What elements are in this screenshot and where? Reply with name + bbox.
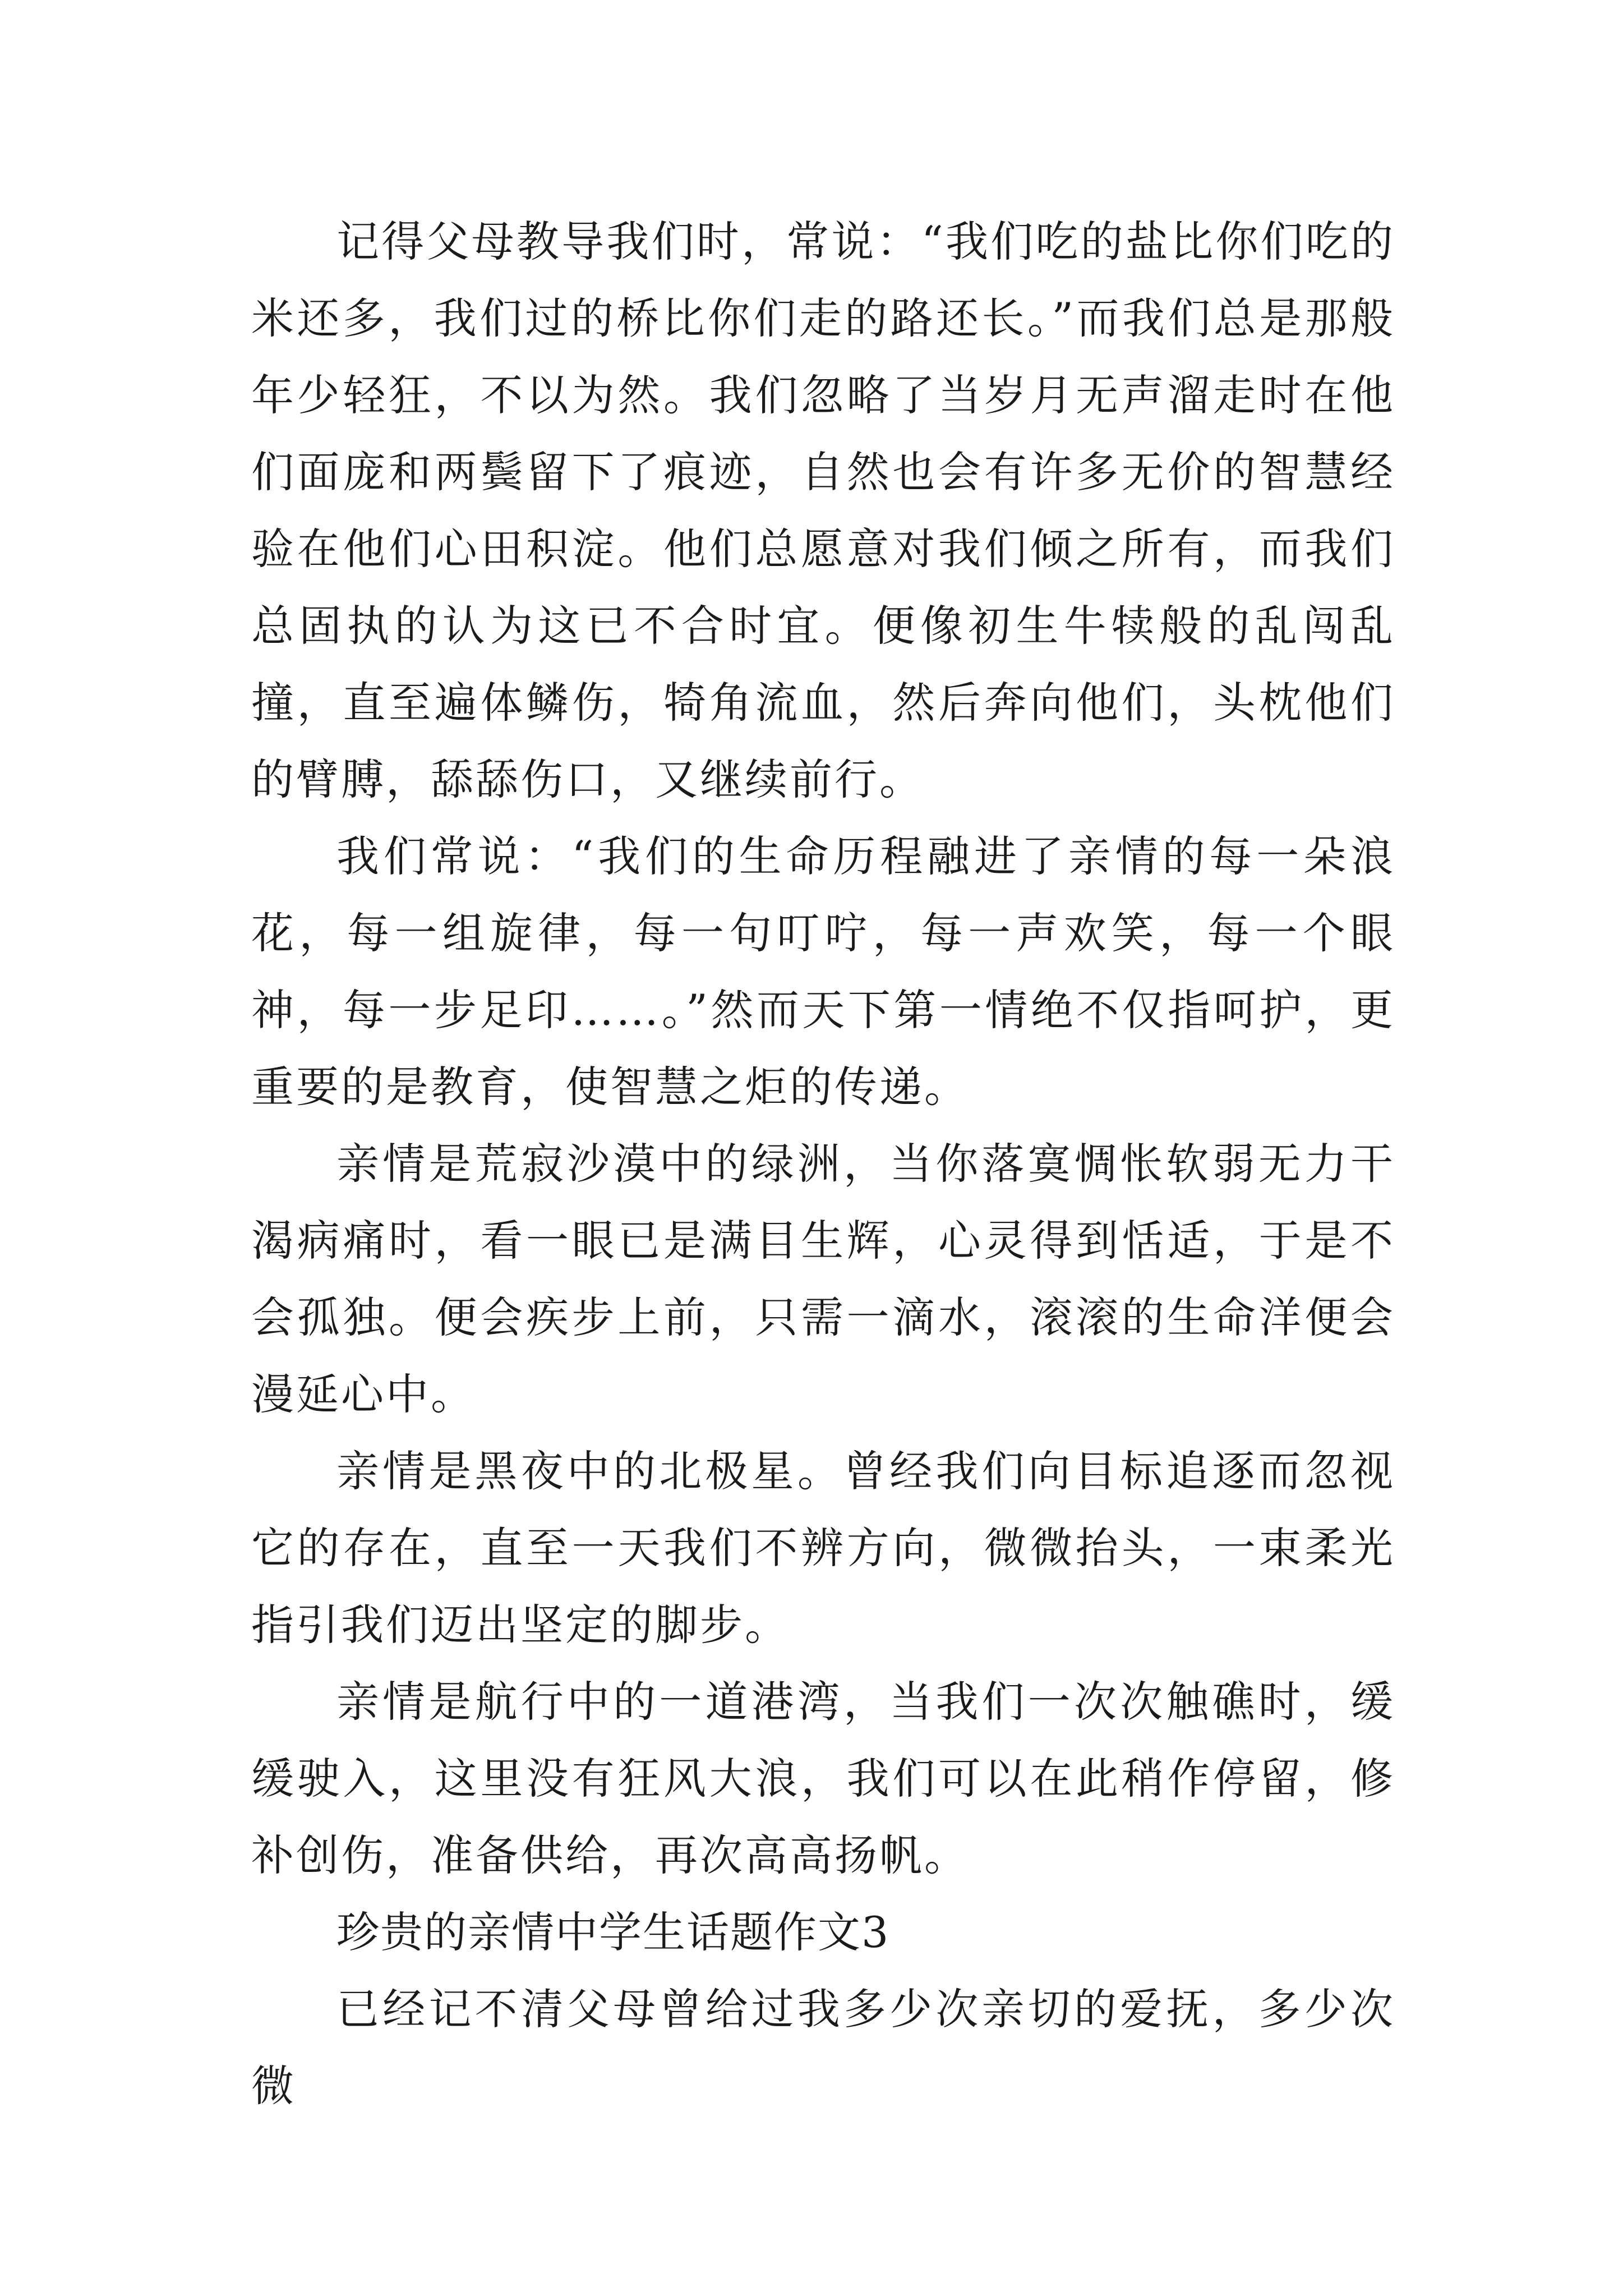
paragraph-4: 亲情是黑夜中的北极星。曾经我们向目标追逐而忽视它的存在，直至一天我们不辨方向，微微抬头，一束柔光指引我们迈出坚定的脚步。 [251, 1446, 1395, 1650]
paragraph-3: 亲情是荒寂沙漠中的绿洲，当你落寞惆怅软弱无力干渴病痛时，看一眼已是满目生辉，心灵得到恬适，于是不会孤独。便会疾步上前，只需一滴水，滚滚的生命洋便会漫延心中。 [251, 1139, 1395, 1419]
paragraph-5: 亲情是航行中的一道港湾，当我们一次次触礁时，缓缓驶入，这里没有狂风大浪，我们可以在此稍作停留，修补创伤，准备供给，再次高高扬帆。 [251, 1677, 1395, 1880]
paragraph-2: 我们常说：“我们的生命历程融进了亲情的每一朵浪花，每一组旋律，每一句叮咛，每一声欢笑，每一个眼神，每一步足印……。”然而天下第一情绝不仅指呵护，更重要的是教育，使智慧之炬的传递。 [251, 831, 1395, 1112]
body-text [251, 203, 1395, 2124]
paragraph-6: 已经记不清父母曾给过我多少次亲切的爱抚，多少次微 [251, 1984, 1395, 2111]
section-heading: 珍贵的亲情中学生话题作文3 [336, 1907, 890, 1957]
paragraph-1: 记得父母教导我们时，常说：“我们吃的盐比你们吃的米还多，我们过的桥比你们走的路还长。”而我们总是那般年少轻狂，不以为然。我们忽略了当岁月无声溜走时在他们面庞和两鬓留下了痕迹，自然也会有许多无价的智慧经验在他们心田积淀。他们总愿意对我们倾之所有，而我们总固执的认为这已不合时宜。便像初生牛犊般的乱闯乱撞，直至遍体鳞伤，犄角流血，然后奔向他们，头枕他们的臂膊，舔舔伤口，又继续前行。 [251, 217, 1395, 804]
